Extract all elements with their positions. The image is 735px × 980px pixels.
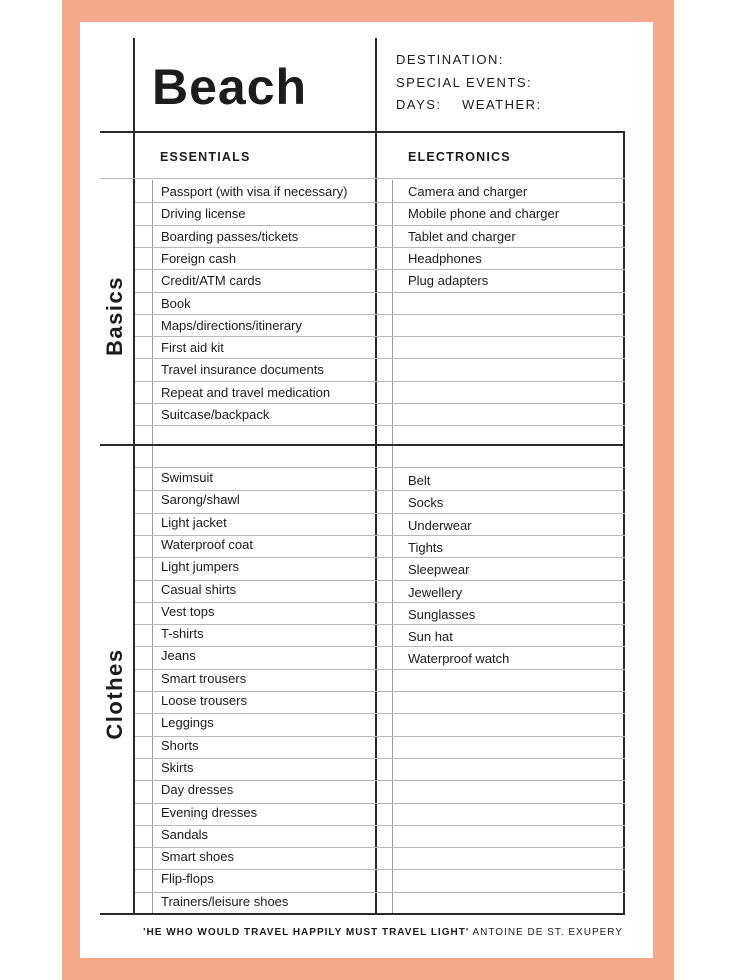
row-line — [135, 780, 625, 781]
row-line — [135, 669, 625, 670]
checklist-item: Boarding passes/tickets — [161, 229, 299, 244]
row-line — [135, 869, 625, 870]
weather-label: WEATHER: — [462, 97, 542, 112]
checklist-item: Driving license — [161, 206, 246, 221]
footer-quote — [143, 928, 623, 938]
page-title: Beach — [152, 59, 308, 115]
checklist-item: Foreign cash — [161, 251, 237, 266]
checklist-item: Travel insurance documents — [161, 362, 324, 377]
checklist-item: Smart trousers — [161, 671, 247, 686]
row-line — [135, 403, 625, 404]
checklist-item: Light jumpers — [161, 559, 240, 574]
checklist-item: Sleepwear — [408, 562, 470, 577]
row-line — [135, 758, 625, 759]
row-line — [135, 467, 625, 468]
left-column-rule — [133, 38, 135, 914]
checklist-item: Sarong/shawl — [161, 492, 240, 507]
checklist-item: Repeat and travel medication — [161, 385, 331, 400]
checklist-item: Shorts — [161, 738, 199, 753]
row-line — [135, 713, 625, 714]
row-line — [135, 314, 625, 315]
checklist-item: Swimsuit — [161, 470, 214, 485]
row-line — [135, 425, 625, 426]
checklist-item: Plug adapters — [408, 273, 489, 288]
checklist-item: Skirts — [161, 760, 194, 775]
checklist-item: Jeans — [161, 648, 196, 663]
checklist-item: Book — [161, 296, 191, 311]
row-line — [135, 269, 625, 270]
row-line — [135, 381, 625, 382]
row-line — [135, 490, 625, 491]
row-line — [135, 202, 625, 203]
right-column-rule — [623, 131, 625, 914]
row-line — [135, 602, 625, 603]
checklist-item: Socks — [408, 495, 444, 510]
quote-author: ANTOINE DE ST. EXUPERY — [472, 927, 623, 938]
section-label-basics: Basics — [102, 276, 127, 356]
checklist-item: Day dresses — [161, 782, 234, 797]
checklist-item: Casual shirts — [161, 582, 237, 597]
checklist-item: Maps/directions/itinerary — [161, 318, 302, 333]
row-line — [135, 892, 625, 893]
destination-label: DESTINATION: — [396, 52, 505, 67]
checklist-item: Suitcase/backpack — [161, 407, 270, 422]
row-line — [135, 535, 625, 536]
checklist-item: Belt — [408, 473, 431, 488]
row-line — [135, 247, 625, 248]
electronics-header: ELECTRONICS — [408, 150, 511, 164]
row-line — [135, 646, 625, 647]
checklist-item: Leggings — [161, 715, 214, 730]
checklist-item: Headphones — [408, 251, 482, 266]
special-events-label: SPECIAL EVENTS: — [396, 75, 533, 90]
checklist-item: Smart shoes — [161, 849, 234, 864]
row-line — [135, 847, 625, 848]
row-line — [100, 178, 625, 179]
checklist-item: Evening dresses — [161, 805, 258, 820]
row-line — [135, 557, 625, 558]
checklist-item: Underwear — [408, 518, 472, 533]
checklist-item: Jewellery — [408, 585, 463, 600]
row-line — [135, 513, 625, 514]
checklist-item: Tights — [408, 540, 443, 555]
row-line — [135, 624, 625, 625]
row-line — [135, 336, 625, 337]
checklist-item: Camera and charger — [408, 184, 528, 199]
bottom-divider — [100, 913, 625, 915]
checklist-item: Sun hat — [408, 629, 453, 644]
essentials-header: ESSENTIALS — [160, 150, 251, 164]
center-column-rule — [375, 38, 377, 914]
row-line — [135, 736, 625, 737]
checklist-item: Sunglasses — [408, 607, 476, 622]
checklist-item: Passport (with visa if necessary) — [161, 184, 348, 199]
checklist-item: First aid kit — [161, 340, 224, 355]
section-divider — [100, 444, 625, 446]
days-label: DAYS: — [396, 97, 442, 112]
checklist-item: Light jacket — [161, 515, 227, 530]
section-label-clothes: Clothes — [102, 648, 127, 740]
row-line — [135, 292, 625, 293]
header-divider — [100, 131, 625, 133]
checklist-item: Credit/ATM cards — [161, 273, 262, 288]
row-line — [135, 691, 625, 692]
checklist-item: Mobile phone and charger — [408, 206, 560, 221]
checklist-item: Sandals — [161, 827, 208, 842]
checklist-item: Loose trousers — [161, 693, 247, 708]
row-line — [135, 358, 625, 359]
checklist-item: Waterproof coat — [161, 537, 254, 552]
checklist-item: Vest tops — [161, 604, 215, 619]
checklist-item: Tablet and charger — [408, 229, 516, 244]
row-line — [135, 225, 625, 226]
checklist-item: Trainers/leisure shoes — [161, 894, 289, 909]
row-line — [135, 580, 625, 581]
row-line — [135, 803, 625, 804]
row-line — [135, 825, 625, 826]
checklist-item: Waterproof watch — [408, 651, 510, 666]
checklist-item: Flip-flops — [161, 871, 214, 886]
checklist-item: T-shirts — [161, 626, 204, 641]
quote-text: 'HE WHO WOULD TRAVEL HAPPILY MUST TRAVEL LIGHT' — [143, 927, 470, 938]
